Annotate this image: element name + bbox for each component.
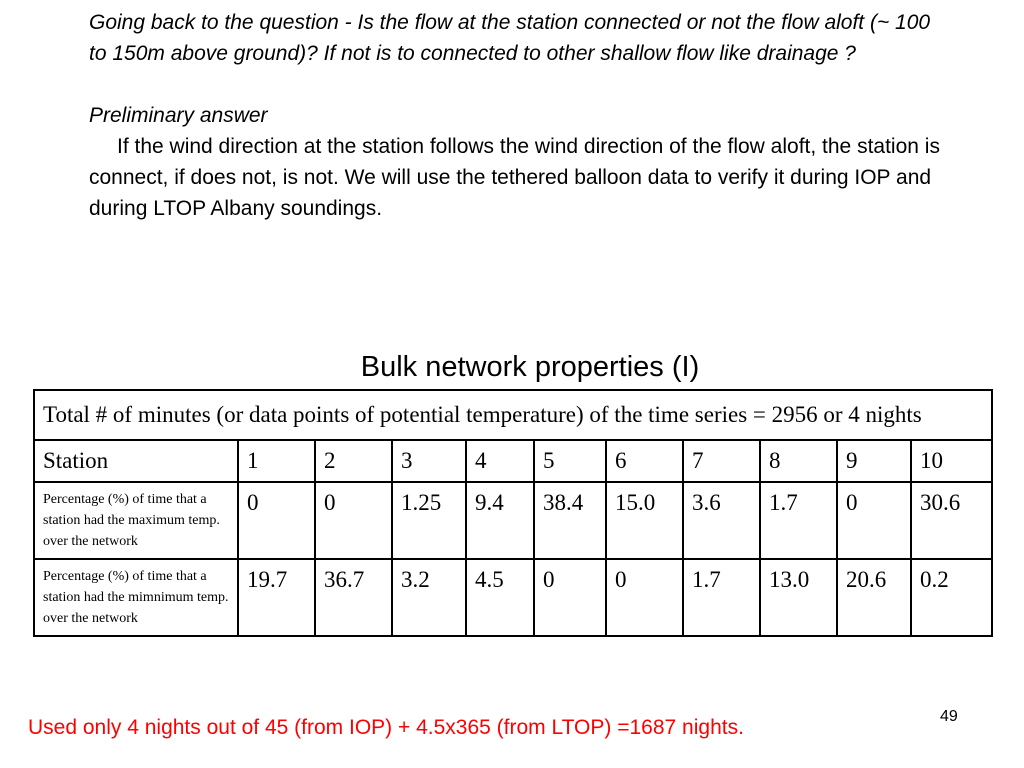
- value-cell: 3.6: [683, 482, 760, 559]
- station-number-cell: 6: [606, 440, 683, 482]
- answer-paragraph: If the wind direction at the station follows the wind direction of the flow aloft, the station is connect, if does not, is not. We will use the tethered balloon data to verify it during IOP and during LTOP Albany soundings.: [89, 135, 940, 220]
- station-number-cell: 8: [760, 440, 837, 482]
- station-number-cell: 10: [911, 440, 992, 482]
- value-cell: 15.0: [606, 482, 683, 559]
- value-cell: 0.2: [911, 559, 992, 636]
- answer-heading: Preliminary answer: [89, 104, 268, 127]
- station-number-cell: 2: [315, 440, 392, 482]
- summary-cell: Total # of minutes (or data points of potential temperature) of the time series = 2956 or 4 nights: [34, 390, 992, 440]
- station-number-cell: 3: [392, 440, 466, 482]
- value-cell: 38.4: [534, 482, 606, 559]
- min-temp-label-cell: Percentage (%) of time that a station had the mimnimum temp. over the network: [34, 559, 238, 636]
- value-cell: 0: [606, 559, 683, 636]
- value-cell: 36.7: [315, 559, 392, 636]
- station-number-cell: 7: [683, 440, 760, 482]
- footer-note: Used only 4 nights out of 45 (from IOP) + 4.5x365 (from LTOP) =1687 nights.: [28, 716, 744, 739]
- intro-text-block: [89, 7, 949, 224]
- table-title: Bulk network properties (I): [360, 351, 700, 383]
- value-cell: 1.7: [760, 482, 837, 559]
- summary-row: [34, 390, 992, 440]
- value-cell: 0: [315, 482, 392, 559]
- station-number-cell: 5: [534, 440, 606, 482]
- value-cell: 30.6: [911, 482, 992, 559]
- min-temp-row: [34, 559, 992, 636]
- network-properties-table: [33, 389, 993, 637]
- station-header-row: [34, 440, 992, 482]
- paragraph-spacer: [89, 69, 949, 100]
- station-label-cell: Station: [34, 440, 238, 482]
- max-temp-row: [34, 482, 992, 559]
- value-cell: 0: [534, 559, 606, 636]
- value-cell: 13.0: [760, 559, 837, 636]
- max-temp-label-cell: Percentage (%) of time that a station had the maximum temp. over the network: [34, 482, 238, 559]
- value-cell: 1.7: [683, 559, 760, 636]
- value-cell: 20.6: [837, 559, 911, 636]
- value-cell: 0: [238, 482, 315, 559]
- value-cell: 9.4: [466, 482, 534, 559]
- value-cell: 4.5: [466, 559, 534, 636]
- value-cell: 0: [837, 482, 911, 559]
- station-number-cell: 9: [837, 440, 911, 482]
- value-cell: 19.7: [238, 559, 315, 636]
- value-cell: 3.2: [392, 559, 466, 636]
- page-number: 49: [940, 708, 958, 725]
- question-paragraph: Going back to the question - Is the flow at the station connected or not the flow aloft (~ 100 to 150m above ground)? If not is to connected to other shallow flow like drainage ?: [89, 11, 931, 65]
- value-cell: 1.25: [392, 482, 466, 559]
- station-number-cell: 1: [238, 440, 315, 482]
- station-number-cell: 4: [466, 440, 534, 482]
